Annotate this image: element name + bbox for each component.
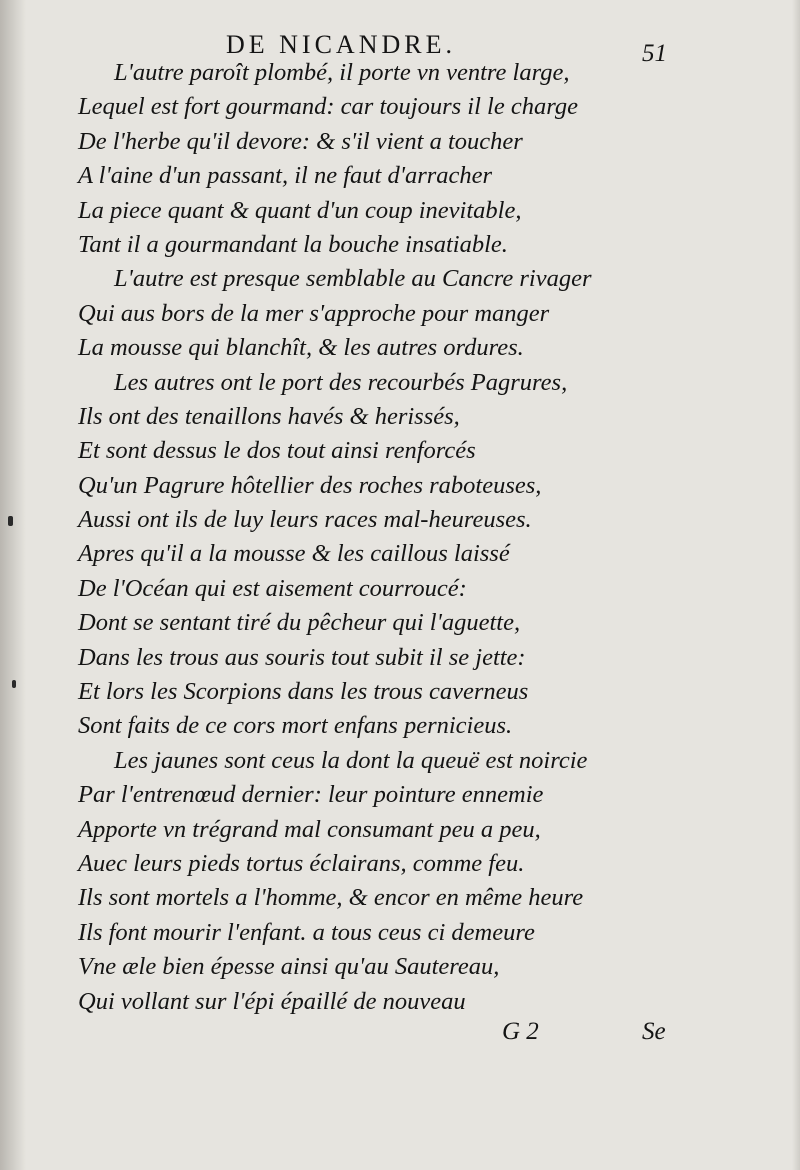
verse-line: Apporte vn trégrand mal consumant peu a peu, [78,815,541,843]
verse-line: L'autre est presque semblable au Cancre rivager [114,265,592,293]
verse-line: Aussi ont ils de luy leurs races mal-heureuses. [78,506,532,534]
verse-line: Les autres ont le port des recourbés Pagrures, [114,368,568,396]
verse-line: Dans les trous aus souris tout subit il se jette: [78,643,526,671]
verse-line: Les jaunes sont ceus la dont la queuë est noircie [114,746,588,774]
verse-line: De l'Océan qui est aisement courroucé: [78,574,467,602]
verse-line: La piece quant & quant d'un coup inevitable, [78,196,522,224]
verse-line: La mousse qui blanchît, & les autres ordures. [78,334,524,362]
verse-line: Vne æle bien épesse ainsi qu'au Sautereau, [78,953,500,981]
verse-line: Ils font mourir l'enfant. a tous ceus ci demeure [78,918,535,946]
page-number: 51 [642,40,667,67]
verse-line: Tant il a gourmandant la bouche insatiable. [78,230,508,258]
verse-line: Par l'entrenœud dernier: leur pointure ennemie [78,781,544,809]
show-through-area [600,88,720,248]
running-title: DE NICANDRE. [226,30,456,59]
signature-mark: G 2 [502,1018,539,1045]
verse-line: Apres qu'il a la mousse & les caillous laissé [78,540,510,568]
verse-line: Lequel est fort gourmand: car toujours il le charge [78,93,578,121]
verse-line: Qui aus bors de la mer s'approche pour manger [78,299,550,327]
verse-line: Et lors les Scorpions dans les trous caverneus [78,678,529,706]
poem-text [78,56,598,1019]
verse-line: Sont faits de ce cors mort enfans pernicieus. [78,712,513,740]
verse-line: Ils sont mortels a l'homme, & encor en même heure [78,884,584,912]
verse-line: L'autre paroît plombé, il porte vn ventre large, [114,59,570,86]
verse-line: Qui vollant sur l'épi épaillé de nouveau [78,987,466,1015]
verse-line: Ils ont des tenaillons havés & herissés, [78,402,460,430]
page-gutter-shadow [0,0,26,1170]
verse-line: Qu'un Pagrure hôtellier des roches raboteuses, [78,471,542,499]
ink-speck [8,516,13,526]
page-edge [792,0,800,1170]
verse-line: Dont se sentant tiré du pêcheur qui l'aguette, [78,609,521,637]
verse-line: De l'herbe qu'il devore: & s'il vient a toucher [78,127,523,155]
ink-speck [12,680,16,688]
catchword: Se [642,1018,666,1045]
verse-line: Et sont dessus le dos tout ainsi renforcés [78,437,476,465]
verse-line: A l'aine d'un passant, il ne faut d'arracher [78,162,493,190]
verse-line: Auec leurs pieds tortus éclairans, comme feu. [78,849,525,877]
